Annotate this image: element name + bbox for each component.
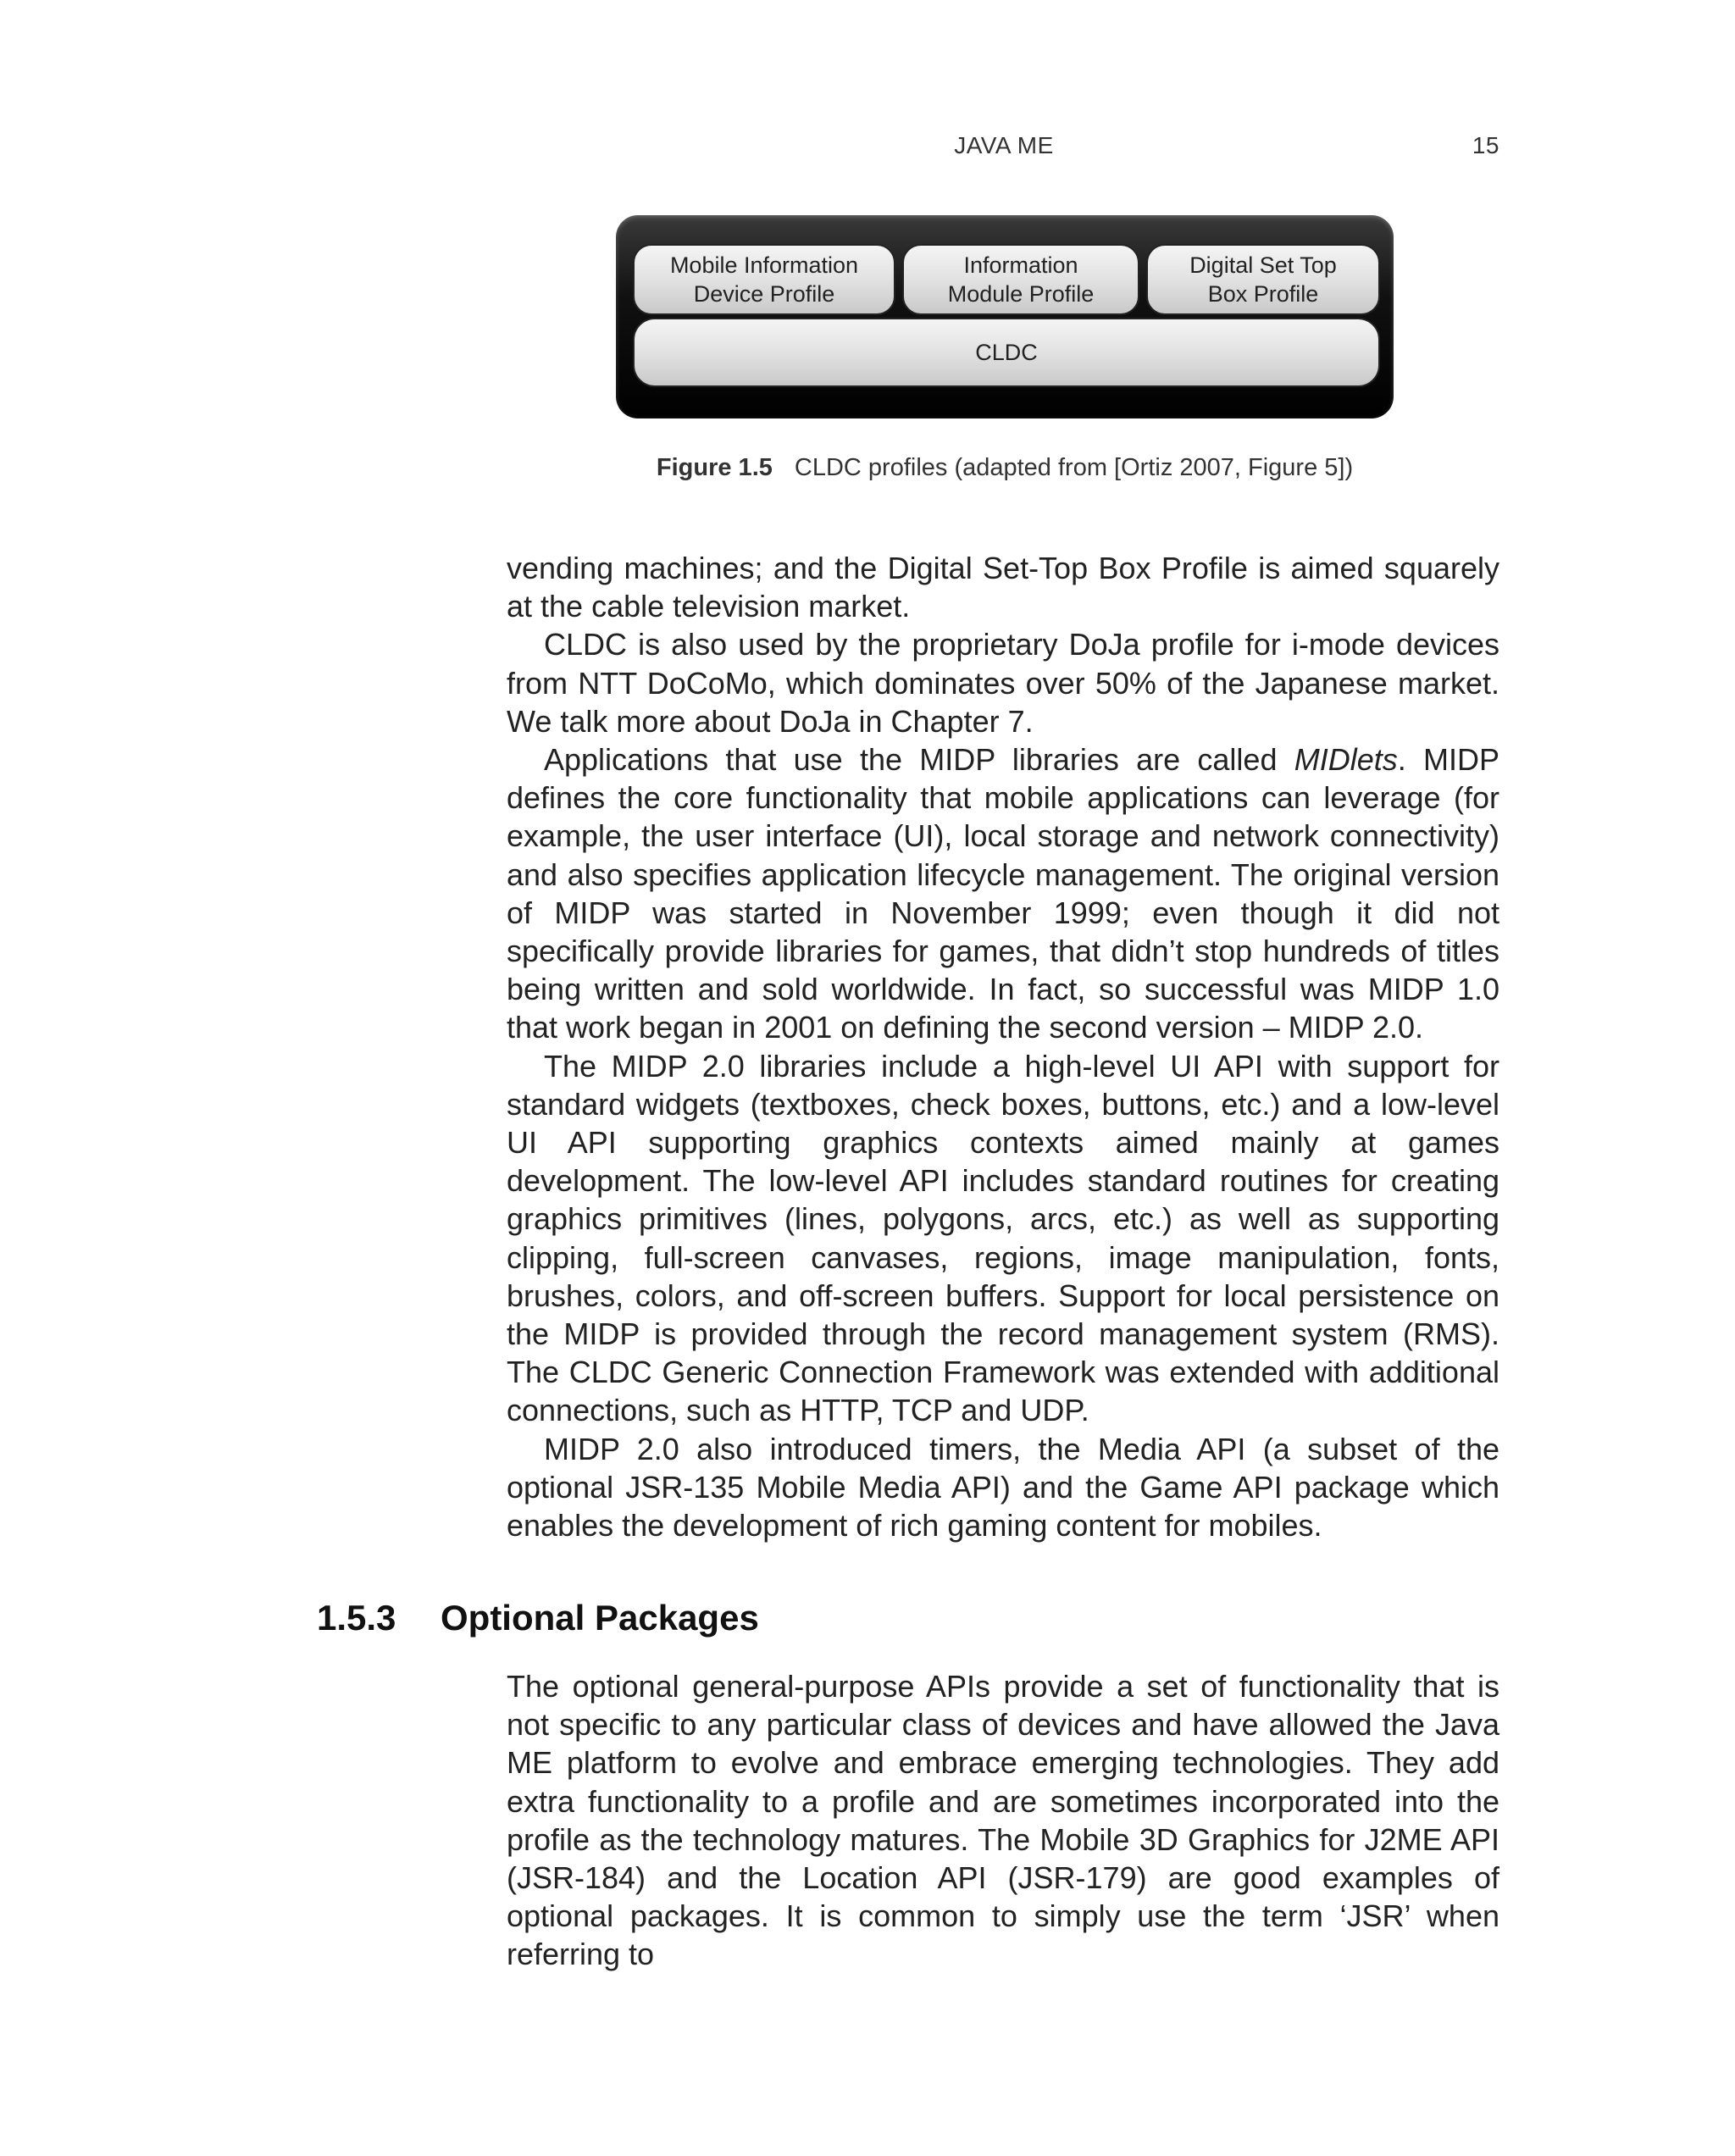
section-heading — [317, 1598, 759, 1649]
paragraph-text: Applications that use the MIDP libraries are called — [544, 742, 1294, 778]
section-number: 1.5.3 — [317, 1598, 396, 1638]
figure-caption-label: Figure 1.5 — [656, 454, 773, 481]
paragraph: CLDC is also used by the proprietary DoJa profile for i-mode devices from NTT DoCoMo, which dominates over 50% of the Japanese market. We talk more about DoJa in Chapter 7. — [507, 627, 1499, 739]
cldc-base-box: CLDC — [633, 318, 1380, 387]
paragraph: MIDP 2.0 also introduced timers, the Media API (a subset of the optional JSR-135 Mobile Media API) and the Game API package which enables the development of rich gaming content for mobiles. — [507, 1431, 1499, 1544]
emphasized-term: MIDlets — [1294, 742, 1398, 778]
page-number: 15 — [1472, 132, 1499, 158]
paragraph: vending machines; and the Digital Set-Top Box Profile is aimed squarely at the cable television market. — [507, 551, 1499, 624]
imp-box: Information Module Profile — [902, 244, 1139, 315]
paragraph-text: . MIDP defines the core functionality that mobile applications can leverage (for example, the user interface (UI), local storage and network connectivity) and also specifies application lifecycle management. The original version of MIDP was started in November 1999; even though it did not specifically provide libraries for games, that didn’t stop hundreds of titles being written and sold worldwide. In fact, so successful was MIDP 1.0 that work began in 2001 on defining the second version – MIDP 2.0. — [507, 742, 1499, 1045]
figure-caption-text: CLDC profiles (adapted from [Ortiz 2007, Figure 5]) — [794, 454, 1354, 481]
section-title: Optional Packages — [441, 1598, 759, 1638]
body-text-block — [507, 549, 1499, 1544]
paragraph: The MIDP 2.0 libraries include a high-level UI API with support for standard widgets (textboxes, check boxes, buttons, etc.) and a low-level UI API supporting graphics contexts aimed mainly at games development. The low-level API includes standard routines for creating graphics primitives (lines, polygons, arcs, etc.) as well as supporting clipping, full-screen canvases, regions, image manipulation, fonts, brushes, colors, and off-screen buffers. Support for local persistence on the MIDP is provided through the record management system (RMS). The CLDC Generic Connection Framework was extended with additional connections, such as HTTP, TCP and UDP. — [507, 1048, 1499, 1428]
midp-box: Mobile Information Device Profile — [633, 244, 895, 315]
paragraph: The optional general-purpose APIs provide a set of functionality that is not specific to any particular class of devices and have allowed the Java ME platform to evolve and embrace emerging technologies. They add extra functionality to a profile and are sometimes incorporated into the profile as the technology matures. The Mobile 3D Graphics for J2ME API (JSR-184) and the Location API (JSR-179) are good examples of optional packages. It is common to simply use the term ‘JSR’ when referring to — [507, 1669, 1499, 1972]
figure-caption — [616, 454, 1394, 488]
cldc-profiles-diagram — [616, 215, 1394, 418]
section-body-text — [507, 1667, 1499, 1974]
dstb-box: Digital Set Top Box Profile — [1146, 244, 1380, 315]
running-head — [508, 132, 1499, 169]
running-head-title: JAVA ME — [954, 132, 1054, 158]
paragraph — [507, 740, 1499, 1047]
